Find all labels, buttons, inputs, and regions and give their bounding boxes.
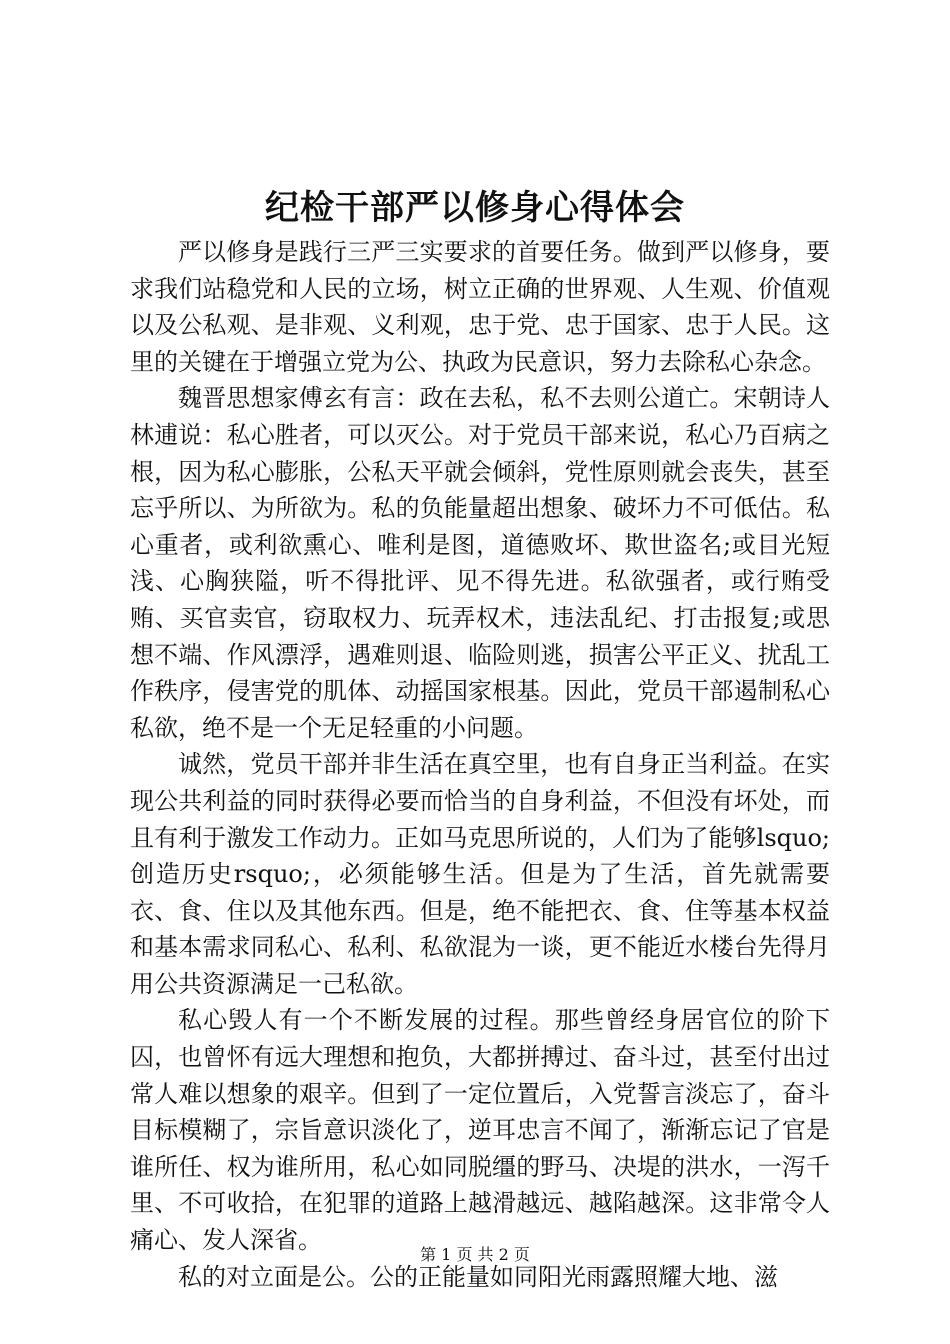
paragraph-5: 私的对立面是公。公的正能量如同阳光雨露照耀大地、滋: [178, 1262, 778, 1291]
document-title: 纪检干部严以修身心得体会: [265, 188, 685, 228]
document-body: [130, 234, 830, 1295]
page-footer: 第 1 页 共 2 页: [420, 1245, 530, 1264]
paragraph-4: 私心毁人有一个不断发展的过程。那些曾经身居官位的阶下囚，也曾怀有远大理想和抱负，大都拼搏过、奋斗过，甚至付出过常人难以想象的艰辛。但到了一定位置后，入党誓言淡忘了，奋斗目标模糊了，宗旨意识淡化了，逆耳忠言不闻了，渐渐忘记了官是谁所任、权为谁所用，私心如同脱缰的野马、决堤的洪水，一泻千里、不可收拾，在犯罪的道路上越滑越远、越陷越深。这非常令人痛心、发人深省。: [130, 1006, 830, 1255]
paragraph-1: 严以修身是践行三严三实要求的首要任务。做到严以修身，要求我们站稳党和人民的立场，树立正确的世界观、人生观、价值观以及公私观、是非观、义利观，忠于党、忠于国家、忠于人民。这里的关键在于增强立党为公、执政为民意识，努力去除私心杂念。: [130, 238, 830, 376]
paragraph-2: 魏晋思想家傅玄有言：政在去私，私不去则公道亡。宋朝诗人林逋说：私心胜者，可以灭公。对于党员干部来说，私心乃百病之根，因为私心膨胀，公私天平就会倾斜，党性原则就会丧失，甚至忘乎所以、为所欲为。私的负能量超出想象、破坏力不可低估。私心重者，或利欲熏心、唯利是图，道德败坏、欺世盗名;或目光短浅、心胸狭隘，听不得批评、见不得先进。私欲强者，或行贿受贿、买官卖官，窃取权力、玩弄权术，违法乱纪、打击报复;或思想不端、作风漂浮，遇难则退、临险则逃，损害公平正义、扰乱工作秩序，侵害党的肌体、动摇国家根基。因此，党员干部遏制私心私欲，绝不是一个无足轻重的小问题。: [130, 384, 830, 742]
paragraph-3: 诚然，党员干部并非生活在真空里，也有自身正当利益。在实现公共利益的同时获得必要而恰当的自身利益，不但没有坏处，而且有利于激发工作动力。正如马克思所说的，人们为了能够lsquo;创造历史rsquo;，必须能够生活。但是为了生活，首先就需要衣、食、住以及其他东西。但是，绝不能把衣、食、住等基本权益和基本需求同私心、私利、私欲混为一谈，更不能近水楼台先得月用公共资源满足一己私欲。: [130, 750, 830, 998]
